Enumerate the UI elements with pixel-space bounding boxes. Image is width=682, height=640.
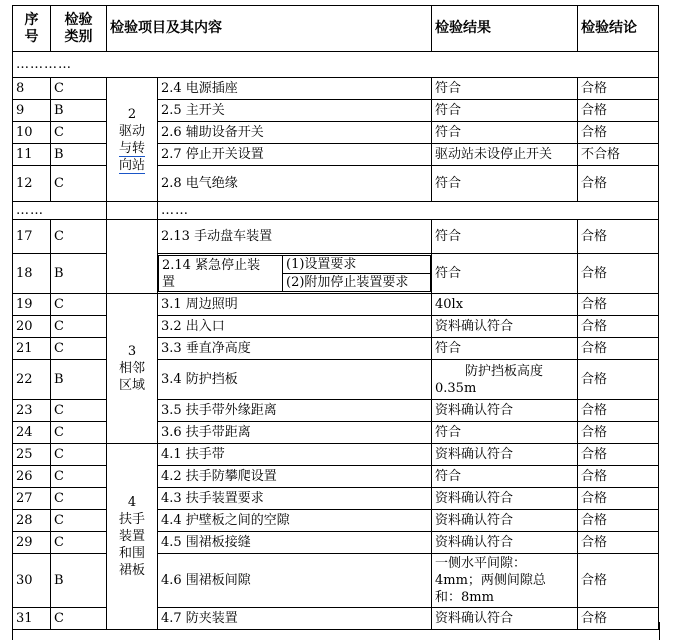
row-conclusion: 合格 xyxy=(578,338,659,360)
row-conclusion: 合格 xyxy=(578,166,659,202)
row-result: 资料确认符合 xyxy=(432,608,578,630)
row-no: 25 xyxy=(13,444,51,466)
ellipsis-mid-blank xyxy=(107,202,158,220)
row-item: 2.4 电源插座 xyxy=(158,78,432,100)
row-result: 符合 xyxy=(432,166,578,202)
row-result: 资料确认符合 xyxy=(432,444,578,466)
header-type: 检验 类别 xyxy=(51,6,107,52)
row-conclusion: 合格 xyxy=(578,100,659,122)
header-item: 检验项目及其内容 xyxy=(107,6,432,52)
row-no: 22 xyxy=(13,360,51,400)
row-conclusion: 合格 xyxy=(578,78,659,100)
row-type: C xyxy=(51,338,107,360)
row-item: 3.5 扶手带外缘距离 xyxy=(158,400,432,422)
row-item: 3.6 扶手带距离 xyxy=(158,422,432,444)
row-no: 10 xyxy=(13,122,51,144)
row-conclusion: 合格 xyxy=(578,220,659,254)
row-no: 28 xyxy=(13,510,51,532)
row-result: 防护挡板高度 0.35m xyxy=(432,360,578,400)
row-item: 2.13 手动盘车装置 xyxy=(158,220,432,254)
row-no: 27 xyxy=(13,488,51,510)
category-3: 3 相邻 区域 xyxy=(107,294,158,444)
row-conclusion: 合格 xyxy=(578,532,659,554)
row-conclusion: 合格 xyxy=(578,510,659,532)
row-conclusion: 合格 xyxy=(578,444,659,466)
sub-item-2: (2)附加停止装置要求 xyxy=(283,274,431,292)
row-result: 驱动站未设停止开关 xyxy=(432,144,578,166)
row-conclusion: 合格 xyxy=(578,360,659,400)
row-no: 12 xyxy=(13,166,51,202)
ellipsis-mid: …… xyxy=(13,202,107,220)
row-result: 符合 xyxy=(432,78,578,100)
row-item: 2.14 紧急停止装 置 xyxy=(159,256,283,292)
row-no: 8 xyxy=(13,78,51,100)
header-conclusion: 检验结论 xyxy=(578,6,659,52)
header-no: 序 号 xyxy=(13,6,51,52)
row-conclusion: 合格 xyxy=(578,400,659,422)
ellipsis-row xyxy=(13,52,659,78)
ellipsis-mid-row xyxy=(13,202,659,220)
row-item: 4.7 防夹装置 xyxy=(158,608,432,630)
category-2: 2 驱动 与转 向站 xyxy=(107,78,158,202)
row-type: B xyxy=(51,100,107,122)
table-row xyxy=(13,78,659,100)
row-conclusion: 不合格 xyxy=(578,144,659,166)
emergency-stop-subtable xyxy=(158,255,431,292)
category-4: 4 扶手 装置 和围 裙板 xyxy=(107,444,158,630)
row-type: C xyxy=(51,510,107,532)
row-conclusion: 合格 xyxy=(578,466,659,488)
table-continuation xyxy=(12,622,660,640)
inspection-table xyxy=(12,5,659,630)
row-result: 资料确认符合 xyxy=(432,532,578,554)
row-no: 30 xyxy=(13,554,51,608)
row-conclusion: 合格 xyxy=(578,122,659,144)
row-type: C xyxy=(51,294,107,316)
row-item: 3.2 出入口 xyxy=(158,316,432,338)
row-item: 4.5 围裙板接缝 xyxy=(158,532,432,554)
row-result: 一侧水平间隙： 4mm；两侧间隙总 和：8mm xyxy=(432,554,578,608)
row-type: B xyxy=(51,360,107,400)
row-conclusion: 合格 xyxy=(578,422,659,444)
row-result: 资料确认符合 xyxy=(432,400,578,422)
row-result: 符合 xyxy=(432,254,578,294)
row-item: 3.4 防护挡板 xyxy=(158,360,432,400)
row-conclusion: 合格 xyxy=(578,294,659,316)
row-item-split xyxy=(158,254,432,294)
row-item: 4.3 扶手装置要求 xyxy=(158,488,432,510)
row-result: 资料确认符合 xyxy=(432,488,578,510)
row-no: 26 xyxy=(13,466,51,488)
row-type: B xyxy=(51,144,107,166)
row-result: 符合 xyxy=(432,422,578,444)
row-conclusion: 合格 xyxy=(578,488,659,510)
row-type: B xyxy=(51,254,107,294)
row-item: 3.1 周边照明 xyxy=(158,294,432,316)
row-no: 11 xyxy=(13,144,51,166)
ellipsis-mid-item: …… xyxy=(158,202,659,220)
row-conclusion: 合格 xyxy=(578,316,659,338)
row-type: B xyxy=(51,554,107,608)
table-row xyxy=(13,444,659,466)
row-item: 4.6 围裙板间隙 xyxy=(158,554,432,608)
row-item: 4.1 扶手带 xyxy=(158,444,432,466)
row-type: C xyxy=(51,608,107,630)
table-row xyxy=(13,294,659,316)
header-result: 检验结果 xyxy=(432,6,578,52)
row-type: C xyxy=(51,316,107,338)
row-conclusion: 合格 xyxy=(578,554,659,608)
table-row xyxy=(13,220,659,254)
row-no: 21 xyxy=(13,338,51,360)
row-item: 4.4 护壁板之间的空隙 xyxy=(158,510,432,532)
row-item: 2.8 电气绝缘 xyxy=(158,166,432,202)
row-type: C xyxy=(51,488,107,510)
row-type: C xyxy=(51,400,107,422)
row-type: C xyxy=(51,122,107,144)
row-type: C xyxy=(51,532,107,554)
row-item: 2.5 主开关 xyxy=(158,100,432,122)
row-result: 符合 xyxy=(432,466,578,488)
row-no: 19 xyxy=(13,294,51,316)
sub-item-1: (1)设置要求 xyxy=(283,256,431,274)
row-no: 17 xyxy=(13,220,51,254)
row-result: 符合 xyxy=(432,338,578,360)
row-result: 40lx xyxy=(432,294,578,316)
row-item: 3.3 垂直净高度 xyxy=(158,338,432,360)
row-item: 2.6 辅助设备开关 xyxy=(158,122,432,144)
row-type: C xyxy=(51,466,107,488)
row-conclusion: 合格 xyxy=(578,608,659,630)
row-no: 24 xyxy=(13,422,51,444)
row-item: 4.2 扶手防攀爬设置 xyxy=(158,466,432,488)
table-header-row xyxy=(13,6,659,52)
row-result: 符合 xyxy=(432,220,578,254)
category-2-continued xyxy=(107,220,158,294)
row-no: 29 xyxy=(13,532,51,554)
row-no: 18 xyxy=(13,254,51,294)
row-type: C xyxy=(51,166,107,202)
row-type: C xyxy=(51,220,107,254)
row-item: 2.7 停止开关设置 xyxy=(158,144,432,166)
row-no: 9 xyxy=(13,100,51,122)
row-no: 31 xyxy=(13,608,51,630)
row-no: 23 xyxy=(13,400,51,422)
row-result: 资料确认符合 xyxy=(432,316,578,338)
row-type: C xyxy=(51,78,107,100)
row-result: 资料确认符合 xyxy=(432,510,578,532)
row-conclusion: 合格 xyxy=(578,254,659,294)
row-type: C xyxy=(51,422,107,444)
row-no: 20 xyxy=(13,316,51,338)
row-result: 符合 xyxy=(432,100,578,122)
row-result: 符合 xyxy=(432,122,578,144)
row-type: C xyxy=(51,444,107,466)
ellipsis-top: ………… xyxy=(13,52,659,78)
